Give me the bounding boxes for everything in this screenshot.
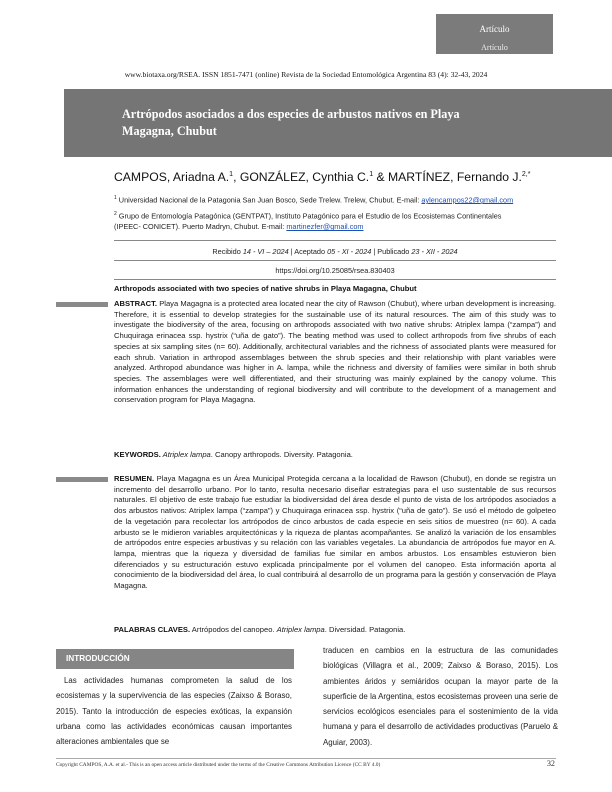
english-title: Arthropods associated with two species of native shrubs in Playa Magagna, Chubut (114, 284, 417, 293)
abstract-text: Playa Magagna is a protected area located near the city of Rawson (Chubut), where urban development is increasing. Therefore, it is essential to develop strategies for the sustainable use of its natural resources. The aim of this study was to investigate the biodiversity of the area, focusing on arthropods associated with two native shrubs: Atriplex lampa (“zampa”) and Chuquiraga erinacea ssp. hystrix (“uña de gato”). The beating method was used to collect arthropods from five shrubs of each species at six sampling sites (n= 60). Additionally, architectural variables and the richness of associated plants were measured for each shrub. Variation in arthropod assemblages between the shrub species and their relationship with plant variables were analyzed. Arthropod abundance was higher in A. lampa, while the richness and diversity of families were similar in both shrub species. The assemblages were well differentiated, and their structuring was mainly explained by the canopy volume. This information enhances the understanding of regional biodiversity and will contribute to the development of a management and conservation program for Playa Magagna. (114, 299, 556, 405)
resumen-marker-bar (56, 477, 108, 482)
intro-right-text: traducen en cambios en la estructura de las comunidades biológicas (Villagra et al., 2009; Zaixso & Boraso, 2015). Los ambientes áridos y semiáridos ocupan la mayor parte de la superficie de la Argentina, estos ecosistemas proveen una serie de servicios ecológicos esenciales para el sostenimiento de la vida humana y para el desarrollo de actividades productivas (Paruelo & Aguiar, 2003). (323, 646, 558, 747)
affiliation-2-text-line-2: (IPEEC- CONICET). Puerto Madryn, Chubut. E-mail: (114, 222, 287, 232)
palabras-text-2: . Diversidad. Patagonia. (324, 625, 406, 634)
footer-divider (56, 758, 556, 759)
received-date: 14 - VI – 2024 (242, 247, 289, 256)
palabras-label: PALABRAS CLAVES. (114, 625, 191, 634)
affiliation-2-number: 2 (114, 211, 117, 217)
author-1-sup: 1 (229, 170, 234, 178)
affiliation-1-number: 1 (114, 195, 117, 201)
introduction-heading: INTRODUCCIÓN (66, 654, 130, 663)
divider-top (114, 240, 556, 241)
published-date: 23 - XII - 2024 (411, 247, 458, 256)
abstract-label: ABSTRACT. (114, 299, 158, 308)
copyright-notice: Copyright CAMPOS, A.A. et al.- This is an open access article distributed under the terms of the Creative Commons Attribution Licence (CC BY 4.0) (56, 762, 381, 768)
accepted-date: 05 - XI - 2024 (327, 247, 372, 256)
introduction-heading-box (56, 649, 294, 669)
resumen-paragraph (114, 474, 556, 592)
article-type-label: Artículo (479, 24, 510, 34)
divider-middle (114, 260, 556, 261)
article-title-line-1: Artrópodos asociados a dos especies de arbustos nativos en Playa (122, 107, 460, 121)
affiliation-1 (114, 193, 513, 205)
accepted-label: | Aceptado (288, 247, 328, 256)
page-number: 32 (546, 759, 555, 768)
affiliation-2-email-link[interactable]: martinezfer@gmail.com (286, 222, 364, 232)
intro-left-column (56, 673, 292, 749)
resumen-label: RESUMEN. (114, 474, 155, 483)
divider-bottom (114, 279, 556, 280)
affiliation-1-text: Universidad Nacional de la Patagonia San Juan Bosco, Sede Trelew. Trelew, Chubut. E-mail: (116, 195, 422, 205)
palabras-paragraph (114, 625, 556, 636)
published-label: | Publicado (371, 247, 412, 256)
author-2-sup: 1 (369, 170, 374, 178)
resumen-text: Playa Magagna es un Área Municipal Protegida cercana a la localidad de Rawson (Chubut), en donde se registra un incremento del desarrollo urbano. Por lo tanto, resulta necesario diseñar estrategias para el uso sustentable de sus recursos naturales. El objetivo de este trabajo fue estudiar la biodiversidad del área desde el punto de vista de los artrópodos asociados a dos arbustos nativos: Atriplex lampa (“zampa”) y Chuquiraga erinacea ssp. hystrix (“uña de gato”). Se usó el método de golpeteo de la vegetación para recolectar los artrópodos de cinco arbustos de cada especie en seis sitios de muestreo (n= 60). A cada arbusto se le midieron variables arquitectónicas y la riqueza de plantas acompañantes. Se analizó la variación de los ensambles de artrópodos entre especies arbustivas y su relación con las variables vegetales. La abundancia de artrópodos fue mayor en A. lampa, mientras que la riqueza y diversidad de familias fue similar en ambos arbustos. Los ensambles estuvieron bien diferenciados y su estructuración estuvo explicada principalmente por el volumen del canopeo. Esta información aporta al conocimiento de la biodiversidad del área, lo cual contribuirá al desarrollo de un programa para la gestión y conservación de Playa Magagna. (114, 474, 556, 591)
doi-link[interactable]: https://doi.org/10.25085/rsea.830403 (275, 266, 395, 275)
article-title (122, 106, 542, 140)
article-title-line-2: Magagna, Chubut (122, 124, 217, 138)
author-list (114, 170, 530, 184)
author-2: , GONZÁLEZ, Cynthia C. (233, 170, 370, 184)
keywords-paragraph (114, 450, 556, 461)
abstract-paragraph (114, 299, 556, 406)
keywords-italic: Atriplex lampa (160, 450, 211, 459)
intro-left-text: Las actividades humanas comprometen la salud de los ecosistemas y la supervivencia de las especies (Zaixso & Boraso, 2015). Tanto la introducción de especies exóticas, la expansión urbana como las actividades económicas causan importantes alteraciones ambientales que se (56, 676, 292, 747)
keywords-text: . Canopy arthropods. Diversity. Patagonia. (210, 450, 353, 459)
author-3: & MARTÍNEZ, Fernando J. (373, 170, 522, 184)
title-banner (64, 89, 612, 157)
abstract-marker-bar (56, 302, 108, 307)
journal-citation-line: www.biotaxa.org/RSEA. ISSN 1851-7471 (online) Revista de la Sociedad Entomológica Argentina 83 (4): 32-43, 2024 (124, 70, 488, 79)
palabras-text-1: Artrópodos del canopeo. (190, 625, 277, 634)
author-1: CAMPOS, Ariadna A. (114, 170, 230, 184)
article-type-badge (436, 14, 553, 54)
dates-line (114, 247, 556, 256)
affiliation-2-text-line-1: Grupo de Entomología Patagónica (GENTPAT), Instituto Patagónico para el Estudio de los Ecosistemas Continentales (116, 211, 502, 221)
article-type-label-shadow: Artículo (481, 43, 508, 52)
affiliation-2 (114, 209, 556, 232)
received-label: Recibido (212, 247, 243, 256)
intro-right-column (323, 643, 558, 750)
author-3-sup: 2,* (521, 170, 531, 178)
keywords-label: KEYWORDS. (114, 450, 161, 459)
palabras-italic: Atriplex lampa (276, 625, 325, 634)
affiliation-1-email-link[interactable]: aylencampos22@gmail.com (421, 195, 514, 205)
